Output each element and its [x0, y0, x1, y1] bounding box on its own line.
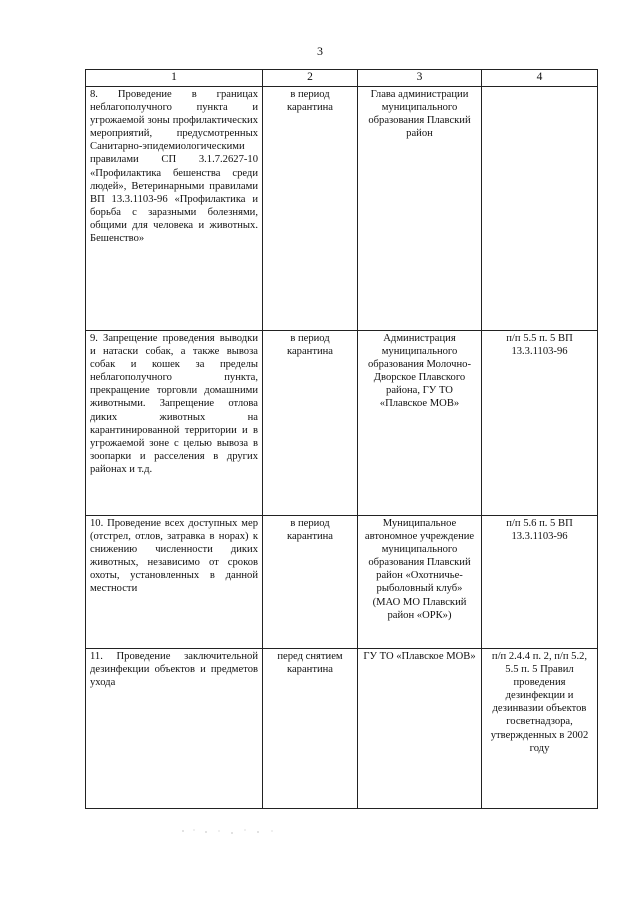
responsible-cell: Муниципальное автономное учреждение муниципального образования Плавский район «Охотничье-рыболовный клуб» (МАО МО Плавский район «ОРК») [358, 516, 482, 649]
column-header-2: 2 [263, 70, 358, 87]
measure-cell: 11. Проведение заключительной дезинфекции объектов и предметов ухода [86, 649, 263, 809]
measure-cell: 9. Запрещение проведения выводки и натаски собак, а также вывоза собак и кошек за пределы неблагополучного пункта, прекращение торговли домашними животными. Запрещение отлова диких животных на карантинированной территории и в угрожаемой зоне с целью вывоза в зоопарки и расселения в других районах и т.д. [86, 331, 263, 516]
reference-cell: п/п 5.5 п. 5 ВП 13.3.1103-96 [482, 331, 598, 516]
table-row [86, 649, 598, 809]
measure-cell: 8. Проведение в границах неблагополучного пункта и угрожаемой зоны профилактических мероприятий, предусмотренных Санитарно-эпидемиологическими правилами СП 3.1.7.2627-10 «Профилактика бешенства среди людей», Ветеринарными правилами ВП 13.3.1103-96 «Профилактика и борьба с заразными болезнями, общими для человека и животных. Бешенство» [86, 87, 263, 331]
responsible-cell: ГУ ТО «Плавское МОВ» [358, 649, 482, 809]
responsible-cell: Администрация муниципального образования Молочно-Дворское Плавского района, ГУ ТО «Плавское МОВ» [358, 331, 482, 516]
scan-specks [175, 822, 285, 838]
measures-table [85, 69, 598, 809]
term-cell: перед снятием карантина [263, 649, 358, 809]
term-cell: в период карантина [263, 331, 358, 516]
column-header-3: 3 [358, 70, 482, 87]
page-number: 3 [317, 44, 323, 58]
reference-cell: п/п 2.4.4 п. 2, п/п 5.2, 5.5 п. 5 Правил проведения дезинфекции и дезинвазии объектов госветнадзора, утвержденных в 2002 году [482, 649, 598, 809]
column-header-4: 4 [482, 70, 598, 87]
reference-cell: п/п 5.6 п. 5 ВП 13.3.1103-96 [482, 516, 598, 649]
responsible-cell: Глава администрации муниципального образования Плавский район [358, 87, 482, 331]
term-cell: в период карантина [263, 516, 358, 649]
measure-cell: 10. Проведение всех доступных мер (отстрел, отлов, затравка в норах) к снижению численности диких животных, независимо от сроков охоты, установленных в данной местности [86, 516, 263, 649]
table-row [86, 331, 598, 516]
table-row [86, 516, 598, 649]
term-cell: в период карантина [263, 87, 358, 331]
reference-cell [482, 87, 598, 331]
table-row [86, 87, 598, 331]
table-header-row [86, 70, 598, 87]
column-header-1: 1 [86, 70, 263, 87]
